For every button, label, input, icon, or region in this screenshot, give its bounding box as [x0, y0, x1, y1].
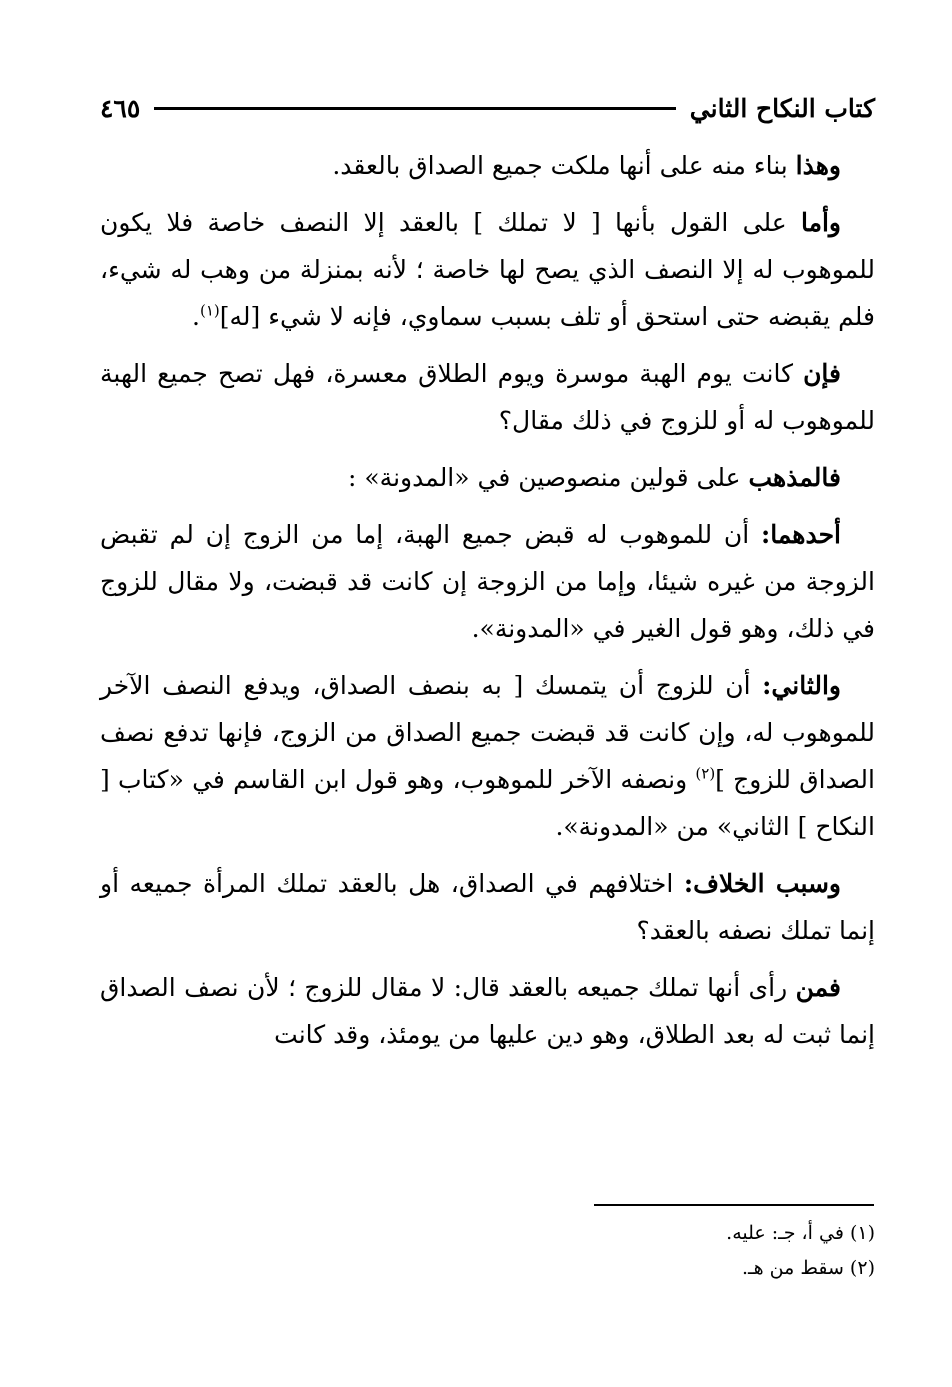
running-title: كتاب النكاح الثاني: [689, 93, 875, 123]
paragraph-text: أن للموهوب له قبض جميع الهبة، إما من الزوج إن لم تقبض الزوجة من غيره شيئا، وإما من الزوجة إن كانت قد قبضت، ولا مقال للزوج في ذلك، وهو قول الغير في «المدونة».: [100, 520, 875, 643]
paragraph-tail: .: [192, 302, 200, 331]
paragraph-text: على قولين منصوصين في «المدونة» :: [348, 463, 749, 492]
paragraph-text: اختلافهم في الصداق، هل بالعقد تملك المرأة جميعه أو إنما تملك نصفه بالعقد؟: [100, 869, 875, 945]
footnotes: [100, 1216, 875, 1286]
paragraph-text: رأى أنها تملك جميعه بالعقد قال: لا مقال للزوج ؛ لأن نصف الصداق إنما ثبت له بعد الطلاق، وهو دين عليها من يومئذ، وقد كانت: [100, 973, 875, 1049]
paragraph-text: كانت يوم الهبة موسرة ويوم الطلاق معسرة، فهل تصح جميع الهبة للموهوب له أو للزوج في ذلك مقال؟: [100, 359, 875, 435]
paragraph: [100, 350, 875, 444]
header-rule: [154, 107, 676, 110]
paragraph-lead: فمن: [795, 973, 841, 1002]
paragraph-tail: ونصفه الآخر للموهوب، وهو قول ابن القاسم في «كتاب [ النكاح ] الثاني» من «المدونة».: [100, 765, 875, 841]
footnote: (١) في أ، جـ: عليه.: [726, 1222, 875, 1244]
page-number: ٤٦٥: [100, 93, 141, 123]
paragraph: [100, 454, 875, 501]
paragraph-lead: فإن: [803, 359, 841, 388]
paragraph-lead: وسبب الخلاف:: [683, 869, 842, 898]
paragraph: [100, 511, 875, 652]
paragraph: [100, 142, 875, 189]
footnote-separator: [594, 1204, 874, 1206]
paragraph-lead: أحدهما:: [760, 520, 841, 549]
paragraph: [100, 860, 875, 954]
paragraph-text: بناء منه على أنها ملكت جميع الصداق بالعقد.: [332, 151, 796, 180]
footnote-marker: (٢): [695, 764, 716, 783]
paragraph-text: أن للزوج أن يتمسك [ به بنصف الصداق، ويدفع النصف الآخر للموهوب له، وإن كانت قد قبضت جميع الصداق من الزوج، فإنها تدفع نصف الصداق للزوج ]: [100, 671, 875, 794]
footnote-marker: (١): [199, 301, 220, 320]
paragraph-lead: فالمذهب: [748, 463, 841, 492]
paragraph-lead: وهذا: [795, 151, 841, 180]
paragraph-lead: والثاني:: [762, 671, 841, 700]
paragraph: [100, 964, 875, 1058]
page-header: [100, 88, 875, 128]
paragraph-lead: وأما: [800, 208, 841, 237]
paragraph: [100, 199, 875, 340]
paragraph: [100, 662, 875, 850]
paragraph-text: على القول بأنها [ لا تملك ] بالعقد إلا النصف خاصة فلا يكون للموهوب له إلا النصف الذي يصح لها خاصة ؛ لأنه بمنزلة من وهب له شيء، فلم يقبضه حتى استحق أو تلف بسبب سماوي، فإنه لا شيء [له]: [100, 208, 875, 331]
main-text: [100, 142, 875, 1068]
footnote: (٢) سقط من هـ.: [741, 1257, 875, 1279]
